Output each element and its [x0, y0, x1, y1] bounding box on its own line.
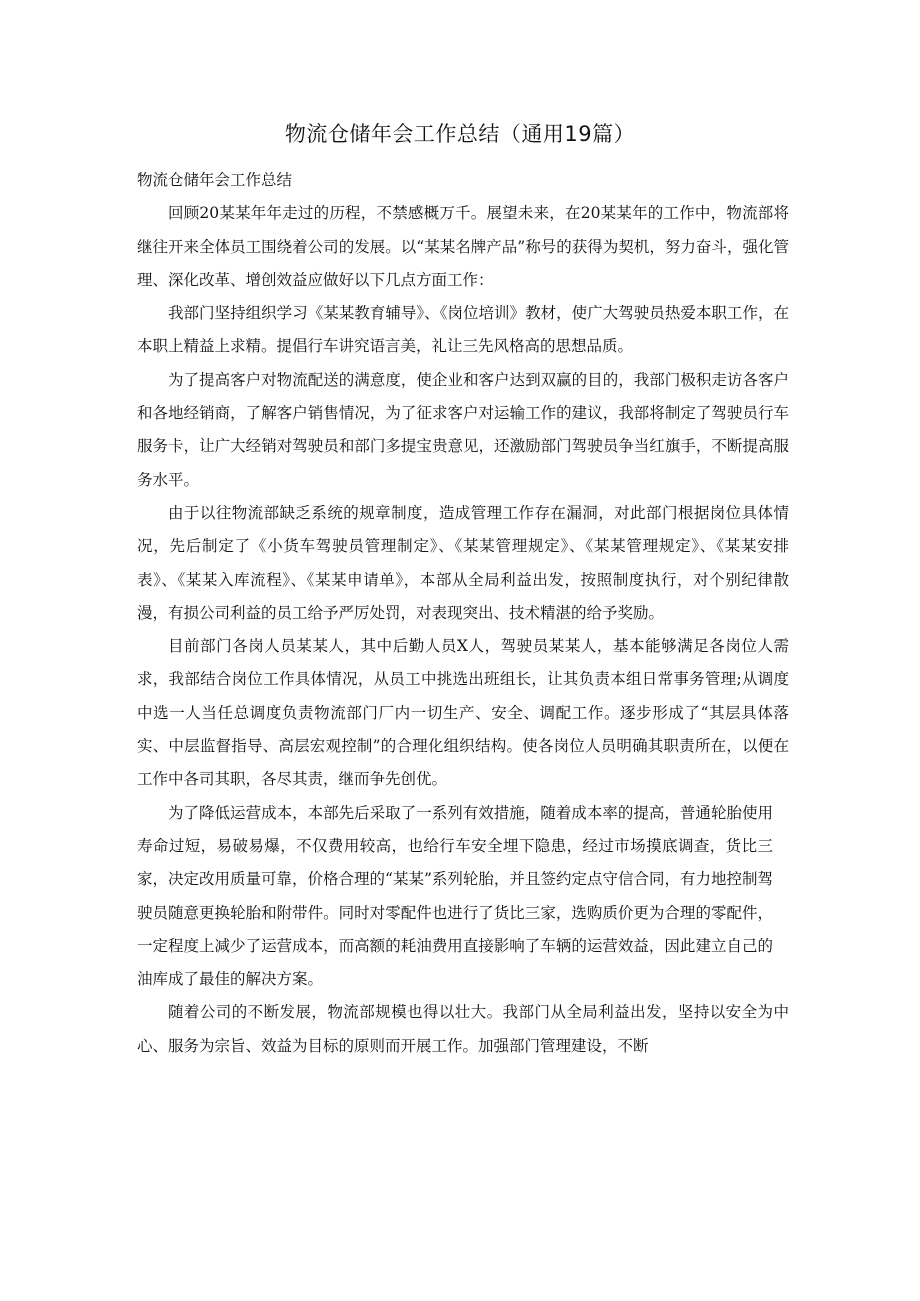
paragraph-staffing: 目前部门各岗人员某某人，其中后勤人员X人，驾驶员某某人，基本能够满足各岗位人需求，我部结合岗位工作具体情况，从员工中挑选出班组长，让其负责本组日常事务管理;从调度中选一人当任总调度负责物流部门厂内一切生产、安全、调配工作。逐步形成了“其层具体落实、中层监督指导、高层宏观控制”的合理化组织结构。使各岗位人员明确其职责所在，以便在工作中各司其职，各尽其责，继而争先创优。 — [137, 637, 789, 789]
paragraph-training: 我部门坚持组织学习《某某教育辅导》、《岗位培训》教材，使广大驾驶员热爱本职工作，在本职上精益上求精。提倡行车讲究语言美，礼让三先风格高的思想品质。 — [137, 304, 789, 356]
paragraph-review: 回顾20某某年年走过的历程，不禁感概万千。展望未来，在20某某年的工作中，物流部将继往开来全体员工围绕着公司的发展。以“某某名牌产品”称号的获得为契机，努力奋斗，强化管理、深化改革、增创效益应做好以下几点方面工作： — [137, 204, 789, 289]
document-body — [137, 164, 789, 1063]
document-subtitle: 物流仓储年会工作总结 — [137, 171, 293, 189]
paragraph-cost-reduction: 为了降低运营成本，本部先后采取了一系列有效措施，随着成本率的提高，普通轮胎使用寿命过短，易破易爆，不仅费用较高，也给行车安全埋下隐患，经过市场摸底调查，货比三家，决定改用质量可靠，价格合理的“某某”系列轮胎，并且签约定点守信合同，有力地控制驾驶员随意更换轮胎和附带件。同时对零配件也进行了货比三家，选购质价更为合理的零配件，一定程度上减少了运营成本，而高额的耗油费用直接影响了车辆的运营效益，因此建立自己的油库成了最佳的解决方案。 — [137, 803, 773, 989]
paragraph-regulations: 由于以往物流部缺乏系统的规章制度，造成管理工作存在漏洞，对此部门根据岗位具体情况，先后制定了《小货车驾驶员管理制定》、《某某管理规定》、《某某管理规定》、《某某安排表》、《某某入库流程》、《某某申请单》，本部从全局利益出发，按照制度执行，对个别纪律散漫，有损公司利益的员工给予严厉处罚，对表现突出、技术精湛的给予奖励。 — [137, 503, 789, 622]
paragraph-development: 随着公司的不断发展，物流部规模也得以壮大。我部门从全局利益出发，坚持以安全为中心、服务为宗旨、效益为目标的原则而开展工作。加强部门管理建设，不断 — [137, 1003, 789, 1055]
document-title: 物流仓储年会工作总结（通用19篇） — [284, 122, 636, 146]
paragraph-customer-service: 为了提高客户对物流配送的满意度，使企业和客户达到双赢的目的，我部门极积走访各客户和各地经销商，了解客户销售情况，为了征求客户对运输工作的建议，我部将制定了驾驶员行车服务卡，让广大经销对驾驶员和部门多提宝贵意见，还激励部门驾驶员争当红旗手，不断提高服务水平。 — [137, 370, 789, 489]
